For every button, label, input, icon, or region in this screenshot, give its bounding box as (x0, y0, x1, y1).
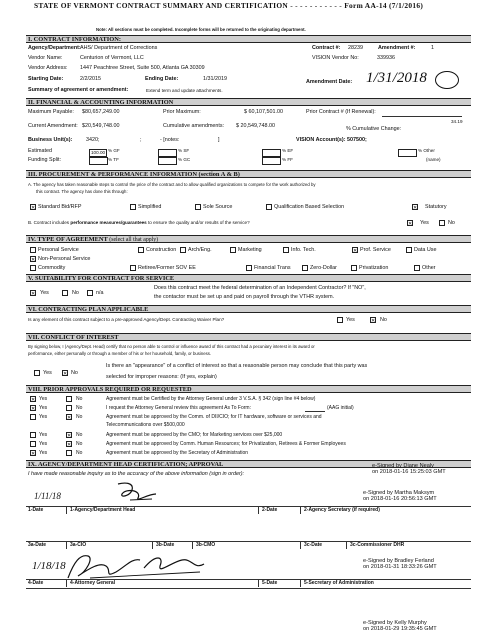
performance-yes-checkbox[interactable] (407, 220, 413, 226)
approval-5-no-label: No (76, 441, 83, 447)
ff-label: % FF (282, 157, 293, 162)
performance-yes-label: Yes (420, 220, 429, 226)
conflict-question-2: selected for improper reasons: (If yes, explain) (106, 374, 217, 380)
vendor-address-label: Vendor Address: (28, 65, 68, 71)
marketing-label: Marketing (238, 247, 262, 253)
date-1-handwritten: 1/11/18 (34, 491, 61, 501)
approval-4-no-label: No (76, 432, 83, 438)
prof-service-checkbox[interactable] (352, 247, 358, 253)
esig-1-name: e-Signed by Diane Nealy (372, 463, 434, 469)
notes-close: ] (218, 137, 220, 143)
date-5-label: 5-Date (262, 580, 278, 586)
financial-trans-checkbox[interactable] (246, 265, 252, 271)
current-amendment-label: Current Amendment: (28, 123, 78, 129)
certification-text: I have made reasonable inquiry as to the accuracy of the above information (sign in order): (28, 471, 245, 477)
procurement-text-2: this contract. The agency has done this through: (36, 189, 128, 194)
suitability-na-label: n/a (96, 290, 104, 296)
gf-label: % GF (108, 148, 120, 153)
approval-1-no-checkbox[interactable] (66, 396, 72, 402)
date-3b-label: 3b-Date (156, 542, 175, 548)
form-title-dashes: - - - - - - - - - - - (290, 1, 343, 10)
info-tech-checkbox[interactable] (283, 247, 289, 253)
other-type-checkbox[interactable] (414, 265, 420, 271)
vision-account-label: VISION Account(s): 507500; (296, 137, 367, 143)
performance-text (28, 221, 250, 226)
notes-label: - [notes: (160, 137, 180, 143)
ef-field[interactable] (262, 149, 281, 157)
arch-eng-checkbox[interactable] (180, 247, 186, 253)
cumulative-amendments-label: Cumulative amendments: (163, 123, 225, 129)
form-bottom-line (26, 588, 471, 589)
vendor-name-label: Vendor Name: (28, 55, 63, 61)
conflict-yes-checkbox[interactable] (34, 370, 40, 376)
suitability-no-checkbox[interactable] (62, 290, 68, 296)
arch-eng-label: Arch/Eng. (188, 247, 212, 253)
performance-no-checkbox[interactable] (439, 220, 445, 226)
sig-row-4-div-b (258, 579, 259, 587)
performance-no-label: No (448, 220, 455, 226)
section-4-note: (select all that apply) (109, 237, 159, 243)
vision-vendor-label: VISION Vendor No: (312, 55, 359, 61)
approval-2-no-checkbox[interactable] (66, 405, 72, 411)
performance-bold: performance measures/guarantees (70, 220, 147, 225)
esig-4 (363, 620, 437, 632)
approval-3-no-label: No (76, 414, 83, 420)
sig-row-3-line (26, 541, 471, 542)
amendment-date-label: Amendment Date: (306, 79, 353, 85)
funding-split-label: Funding Split: (28, 157, 61, 163)
business-unit-value: 3420; (86, 137, 100, 143)
date-4-label: 4-Date (28, 580, 44, 586)
end-date-label: Ending Date: (145, 76, 179, 82)
start-date-value: 2/2/2015 (80, 76, 101, 82)
ef-label: % EF (282, 148, 294, 153)
plan-yes-label: Yes (346, 317, 355, 323)
qual-based-checkbox[interactable] (266, 204, 272, 210)
business-unit-sep: ; (140, 137, 142, 143)
approval-3-text-2: Telecommunications over $500,000 (106, 422, 185, 428)
approval-6-yes-label: Yes (39, 450, 48, 456)
approval-2-yes-checkbox[interactable] (30, 405, 36, 411)
statutory-checkbox[interactable] (412, 204, 418, 210)
sole-source-label: Sole Source (203, 204, 233, 210)
date-2-label: 2-Date (262, 507, 278, 513)
summary-value: Extend term and update attachments. (146, 88, 223, 93)
agency-head-label: 1-Agency/Department Head (70, 507, 136, 513)
tf-label: % TF (108, 157, 119, 162)
esig-1-time: on 2018-01-16 15:25:03 GMT (372, 469, 446, 475)
section-4-title: IV. TYPE OF AGREEMENT (28, 236, 108, 243)
approval-2-yes-label: Yes (39, 405, 48, 411)
contract-number-label: Contract #: (312, 45, 341, 51)
approval-5-yes-checkbox[interactable] (30, 441, 36, 447)
sig-row-1-div-c (300, 506, 301, 514)
attorney-general-label: 4-Attorney General (70, 580, 116, 586)
approval-6-yes-checkbox[interactable] (30, 450, 36, 456)
sig-row-3-div-d (300, 541, 301, 549)
sig-row-1-div-b (258, 506, 259, 514)
personal-service-checkbox[interactable] (30, 247, 36, 253)
zero-dollar-checkbox[interactable] (302, 265, 308, 271)
section-1-header: I. CONTRACT INFORMATION: (26, 35, 471, 43)
date-1-label: 1-Date (28, 507, 44, 513)
approval-6-no-checkbox[interactable] (66, 450, 72, 456)
section-6-header: VI. CONTRACTING PLAN APPLICABLE (26, 305, 471, 313)
section-8-header: VIII. PRIOR APPROVALS REQUIRED OR REQUESTED (26, 385, 471, 393)
marketing-checkbox[interactable] (230, 247, 236, 253)
approval-1-no-label: No (76, 396, 83, 402)
vendor-name-value: Centurion of Vermont, LLC (80, 55, 144, 61)
suitability-text-2: the contactor must be set up and paid on payroll through the VTHR system. (154, 294, 335, 300)
sig-row-1-div-a (66, 506, 67, 514)
construction-checkbox[interactable] (138, 247, 144, 253)
prior-contract-line (382, 116, 462, 117)
approval-2-text: I request the Attorney General review this agreement As To Form: (106, 405, 251, 411)
info-tech-label: Info. Tech. (291, 247, 316, 253)
contracting-plan-text: Is any element of this contract subject to a pre-approved Agency/Dept. Contracting Waiver Plan? (28, 317, 225, 322)
conflict-no-checkbox[interactable] (62, 370, 68, 376)
approval-4-no-checkbox[interactable] (66, 432, 72, 438)
tf-field[interactable] (89, 157, 108, 165)
cmo-label: 3b-CMO (196, 542, 216, 548)
plan-yes-checkbox[interactable] (337, 317, 343, 323)
commodity-checkbox[interactable] (30, 265, 36, 271)
other-name-label: (name) (426, 157, 441, 162)
statutory-label: Statutory (425, 204, 447, 210)
std-bid-checkbox[interactable] (30, 204, 36, 210)
performance-suffix: to ensure the quality and/or results of the service? (148, 220, 250, 225)
other-field[interactable] (398, 149, 417, 157)
estimated-label: Estimated (28, 148, 52, 154)
amendment-number-value: 1 (431, 45, 434, 51)
privatization-checkbox[interactable] (351, 265, 357, 271)
approval-5-no-checkbox[interactable] (66, 441, 72, 447)
approval-2-aag-label: (AAG initial) (327, 405, 354, 411)
pct-change-value: 34.19 (451, 119, 463, 124)
esig-3 (363, 558, 437, 570)
end-date-value: 1/31/2019 (203, 76, 227, 82)
pct-change-label: % Cumulative Change: (346, 126, 402, 132)
aag-initial-line (305, 411, 325, 412)
sole-source-checkbox[interactable] (195, 204, 201, 210)
data-use-checkbox[interactable] (406, 247, 412, 253)
suitability-text-1: Does this contract meet the federal determination of an Independent Contractor? If "NO", (154, 285, 366, 291)
sig-row-4-div-c (300, 579, 301, 587)
approval-6-text: Agreement must be approved by the Secretary of Administration (106, 450, 249, 456)
prior-contract-label: Prior Contract # (If Renewal): (306, 109, 376, 115)
esig-4-time: on 2018-01-29 19:35:45 GMT (363, 626, 437, 632)
sig-row-4-div-a (66, 579, 67, 587)
form-title-text: STATE OF VERMONT CONTRACT SUMMARY AND CERTIFICATION (34, 1, 289, 10)
plan-no-label: No (380, 317, 387, 323)
date-3a-label: 3a-Date (28, 542, 47, 548)
form-number: Form AA-14 (7/1/2016) (344, 1, 424, 10)
cio-label: 3a-CIO (70, 542, 87, 548)
approval-3-no-checkbox[interactable] (66, 414, 72, 420)
business-unit-label: Business Unit(s): (28, 137, 73, 143)
prof-service-label: Prof. Service (360, 247, 391, 253)
date-3c-label: 3c-Date (304, 542, 323, 548)
commodity-label: Commodity (38, 265, 66, 271)
section-2-header: II. FINANCIAL & ACCOUNTING INFORMATION (26, 98, 471, 106)
conflict-no-label: No (71, 370, 78, 376)
agency-value: AHS/ Department of Corrections (80, 45, 158, 51)
approval-4-yes-checkbox[interactable] (30, 432, 36, 438)
gc-label: % GC (178, 157, 191, 162)
non-personal-service-checkbox[interactable] (30, 256, 36, 262)
financial-trans-label: Financial Trans (254, 265, 291, 271)
form-note: Note: All sections must be completed. Incomplete forms will be returned to the originating department. (96, 27, 306, 32)
prior-max-value: $ 60,107,501.00 (244, 109, 283, 115)
other-type-label: Other (422, 265, 436, 271)
approval-1-yes-checkbox[interactable] (30, 396, 36, 402)
agency-secretary-label: 2-Agency Secretary (if required) (304, 507, 380, 513)
approval-1-yes-label: Yes (39, 396, 48, 402)
conflict-text-1: By signing below, I (Agency/Dept. Head) certify that no person able to control or influence award of this contract had a pecuniary interest in its award or (28, 344, 315, 349)
approval-2-no-label: No (76, 405, 83, 411)
retiree-label: Retiree/Former SOV EE (138, 265, 196, 271)
approval-3-yes-label: Yes (39, 414, 48, 420)
construction-label: Construction (146, 247, 177, 253)
prior-max-label: Prior Maximum: (163, 109, 201, 115)
conflict-text-2: performance, either personally or through a member of his or her household, family, or business. (28, 351, 212, 356)
sf-label: % SF (178, 148, 190, 153)
commissioner-dhr-label: 3c-Commissioner DHR (350, 542, 405, 548)
agency-label: Agency/Department: (28, 45, 81, 51)
simplified-checkbox[interactable] (130, 204, 136, 210)
contract-number-value: 28239 (348, 45, 363, 51)
plan-no-checkbox[interactable] (370, 317, 376, 323)
agency-head-signature (112, 480, 172, 506)
approval-1-text: Agreement must be Certified by the Attorney General under 3 V.S.A. § 342 (sign line #4 below) (106, 396, 316, 402)
suitability-na-checkbox[interactable] (87, 290, 93, 296)
approval-5-yes-label: Yes (39, 441, 48, 447)
conflict-yes-label: Yes (43, 370, 52, 376)
procurement-text-1: A. The agency has taken reasonable steps to control the price of the contract and to allow qualified organizations to compete for the work authorized by (28, 182, 316, 187)
ff-field[interactable] (262, 157, 281, 165)
esig-4-name: e-Signed by Kelly Murphy (363, 620, 427, 626)
max-payable-value: $80,657,249.00 (82, 109, 120, 115)
cumulative-amendments-value: $ 20,549,748.00 (236, 123, 275, 129)
personal-service-label: Personal Service (38, 247, 79, 253)
retiree-checkbox[interactable] (130, 265, 136, 271)
vendor-address-value: 1447 Peachtree Street, Suite 500, Atlanta GA 30309 (80, 65, 205, 71)
esig-2-time: on 2018-01-16 20:56:13 GMT (363, 496, 437, 502)
suitability-no-label: No (72, 290, 79, 296)
secretary-admin-label: 5-Secretary of Administration (304, 580, 374, 586)
summary-label: Summary of agreement or amendment: (28, 87, 129, 93)
gf-value[interactable]: 100.00 (89, 149, 107, 157)
approval-6-no-label: No (76, 450, 83, 456)
esig-3-time: on 2018-01-31 18:33:26 GMT (363, 564, 437, 570)
std-bid-label: Standard Bid/RFP (38, 204, 82, 210)
conflict-question-1: Is there an "appearance" of a conflict of interest so that a reasonable person may conclude that this party was (106, 363, 368, 369)
esig-2-name: e-Signed by Martha Maksym (363, 490, 435, 496)
current-amendment-value: $20,549,748.00 (82, 123, 120, 129)
amendment-date-handwritten: 1/31/2018 (366, 70, 427, 86)
sf-field[interactable] (158, 149, 177, 157)
esig-3-name: e-Signed by Bradley Ferland (363, 558, 434, 564)
initials-circle-mark (435, 71, 459, 89)
section-9-header: IX. AGENCY/DEPARTMENT HEAD CERTIFICATION; APPROVAL (26, 460, 471, 468)
section-4-header (26, 235, 471, 243)
qual-based-label: Qualification Based Selection (274, 204, 345, 210)
form-title (34, 2, 423, 9)
data-use-label: Data Use (414, 247, 437, 253)
approval-3-text: Agreement must be approved by the Comm. of DII/CIO; for IT hardware, software or services and (106, 414, 322, 420)
suitability-yes-checkbox[interactable] (30, 290, 36, 296)
zero-dollar-label: Zero-Dollar (310, 265, 337, 271)
non-personal-service-label: Non-Personal Service (38, 256, 91, 262)
section-3-header: III. PROCUREMENT & PERFORMANCE INFORMATION (section A & B) (26, 170, 471, 178)
esig-1 (372, 463, 446, 475)
other-pct-label: % Other (418, 148, 435, 153)
suitability-yes-label: Yes (40, 290, 49, 296)
amendment-number-label: Amendment #: (378, 45, 416, 51)
approval-5-text: Agreement must be approved by Comm. Human Resources; for Privatization, Retirees & Former Employees (106, 441, 346, 447)
approval-4-text: Agreement must be approved by the CMO; for Marketing services over $25,000 (106, 432, 283, 438)
esig-2 (363, 490, 437, 502)
section-7-header: VII. CONFLICT OF INTEREST (26, 333, 471, 341)
sig-row-3-div-e (346, 541, 347, 549)
approval-4-yes-label: Yes (39, 432, 48, 438)
simplified-label: Simplified (138, 204, 162, 210)
performance-prefix: B. Contract includes (28, 220, 70, 225)
start-date-label: Starting Date: (28, 76, 64, 82)
date-4-handwritten: 1/18/18 (32, 560, 66, 572)
privatization-label: Privatization (359, 265, 389, 271)
approval-3-yes-checkbox[interactable] (30, 414, 36, 420)
gc-field[interactable] (158, 157, 177, 165)
max-payable-label: Maximum Payable: (28, 109, 74, 115)
vision-vendor-value: 339936 (377, 55, 395, 61)
section-5-header: V. SUITABILITY FOR CONTRACT FOR SERVICE (26, 274, 471, 282)
